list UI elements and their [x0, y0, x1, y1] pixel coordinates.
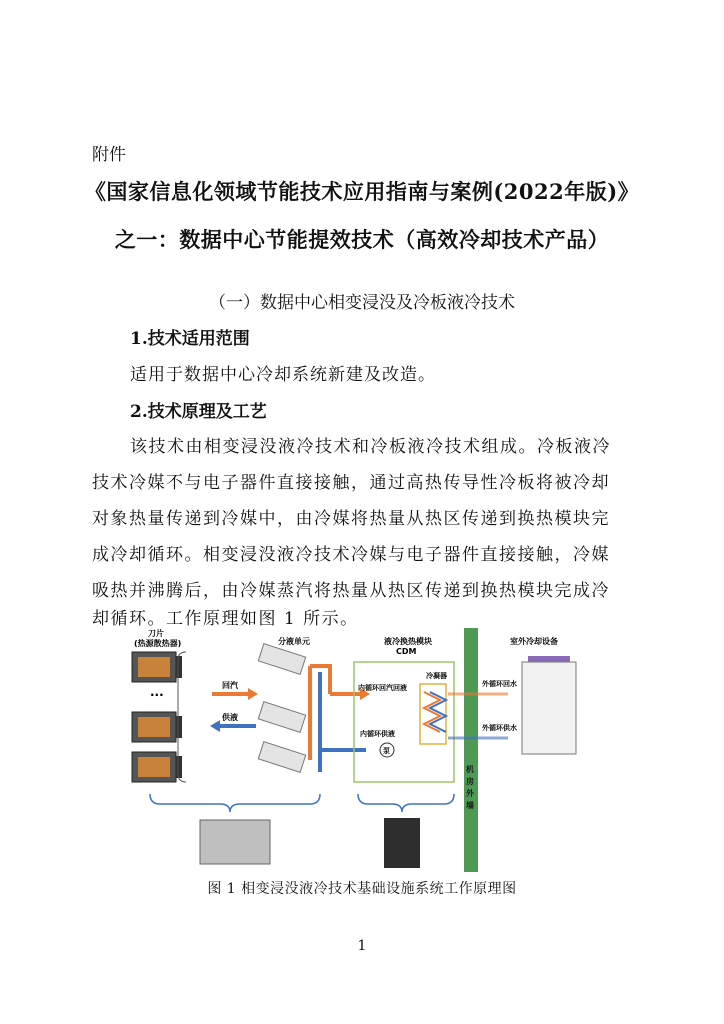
- blade-label-sub: (热源散热器): [134, 639, 182, 648]
- supply-liquid-label: 供液: [222, 713, 238, 722]
- inner-loop-return-label: 内循环回汽回液: [358, 684, 407, 692]
- blade-server-3: [132, 752, 182, 782]
- cdm-box: [354, 662, 454, 782]
- return-gas-label: 回汽: [222, 681, 238, 690]
- subsection-1-text: 适用于数据中心冷却系统新建及改造。: [130, 365, 436, 385]
- pump-label: 泵: [383, 747, 390, 755]
- paragraph-line: 成冷却循环。相变浸没液冷技术冷媒与电子器件直接接触，冷媒: [92, 545, 610, 565]
- cooling-tower: [522, 656, 576, 754]
- outdoor-equipment-label: 室外冷却设备: [510, 637, 558, 646]
- cdm-sub-label: CDM: [396, 647, 417, 656]
- page-number: 1: [357, 938, 367, 954]
- ellipsis: ...: [150, 685, 164, 699]
- blade-label: 刀片: [148, 629, 164, 638]
- document-title-line-1: 《国家信息化领域节能技术应用指南与案例(2022年版)》: [84, 179, 640, 204]
- outer-loop-supply-label: 外循环供水: [482, 724, 517, 732]
- inner-loop-supply-label: 内循环供液: [360, 730, 395, 738]
- manifold-bottom: [258, 742, 305, 773]
- wall-label-char: 墙: [466, 801, 474, 810]
- cdm-cabinet: [384, 818, 420, 868]
- wall-label-char: 房: [466, 777, 474, 786]
- paragraph-line: 技术冷媒不与电子器件直接接触，通过高热传导性冷板将被冷却: [92, 473, 610, 493]
- condenser-label: 冷凝器: [426, 672, 447, 680]
- subsection-1-heading: 1.技术适用范围: [130, 329, 250, 349]
- outer-loop-return-label: 外循环回水: [482, 680, 517, 688]
- blade-server-2: [132, 712, 182, 742]
- manifold-top: [258, 644, 305, 675]
- paragraph-line: 对象热量传递到冷媒中，由冷媒将热量从热区传递到换热模块完: [92, 509, 610, 529]
- distribution-unit-label: 分液单元: [278, 637, 310, 646]
- section-heading: （一）数据中心相变浸没及冷板液冷技术: [209, 293, 515, 313]
- server-rack-product: [200, 820, 270, 864]
- blade-server-1: [132, 652, 182, 682]
- wall-label-char: 外: [466, 789, 474, 798]
- document-title-line-2: 之一：数据中心节能提效技术（高效冷却技术产品）: [114, 227, 610, 252]
- cdm-label: 液冷换热模块: [384, 637, 432, 646]
- subsection-2-heading: 2.技术原理及工艺: [130, 402, 267, 422]
- machine-room-wall: [464, 628, 478, 872]
- figure-caption: 图 1 相变浸没液冷技术基础设施系统工作原理图: [207, 881, 517, 897]
- attachment-label: 附件: [92, 145, 126, 165]
- paragraph-line: 吸热并沸腾后，由冷媒蒸汽将热量从热区传递到换热模块完成冷: [92, 581, 610, 601]
- principle-diagram: [130, 622, 600, 872]
- wall-label-char: 机: [466, 765, 474, 774]
- paragraph-line: 该技术由相变浸没液冷技术和冷板液冷技术组成。冷板液冷: [130, 437, 611, 457]
- manifold-mid: [258, 702, 305, 733]
- paragraph-line: 却循环。工作原理如图 1 所示。: [92, 609, 359, 629]
